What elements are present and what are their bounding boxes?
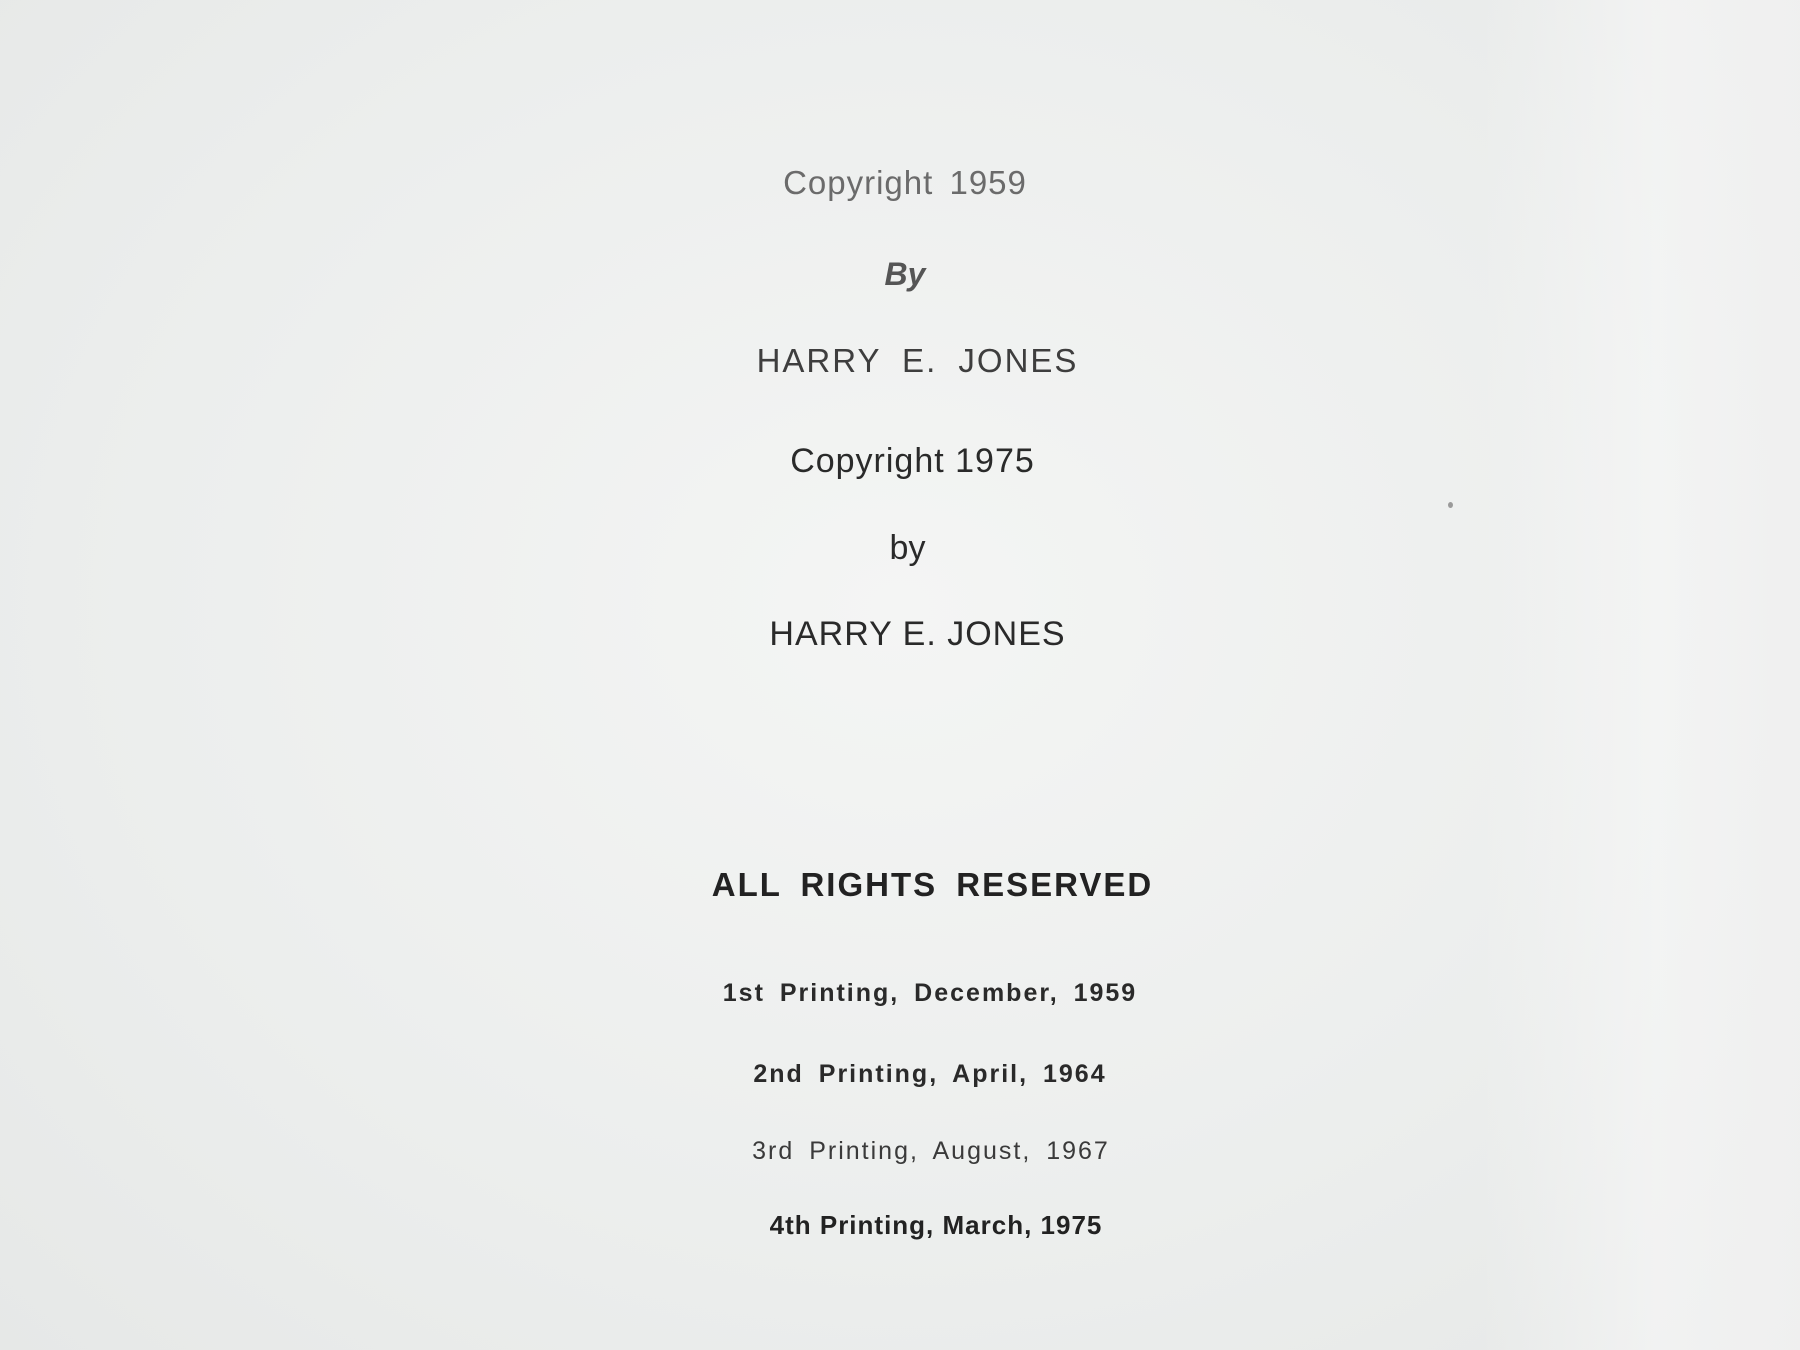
- all-rights-reserved: ALL RIGHTS RESERVED: [711, 866, 1154, 903]
- by-plain: by: [889, 529, 926, 567]
- copyright-1959: Copyright 1959: [783, 164, 1027, 201]
- author-name-2: HARRY E. JONES: [769, 615, 1066, 653]
- author-name-1: HARRY E. JONES: [756, 342, 1079, 379]
- paper-speck: [1448, 502, 1453, 508]
- by-italic: By: [884, 256, 926, 292]
- copyright-1975: Copyright 1975: [790, 442, 1035, 480]
- printing-4: 4th Printing, March, 1975: [769, 1210, 1103, 1240]
- printing-2: 2nd Printing, April, 1964: [753, 1060, 1107, 1088]
- printing-1: 1st Printing, December, 1959: [722, 979, 1138, 1007]
- printing-3: 3rd Printing, August, 1967: [752, 1137, 1110, 1165]
